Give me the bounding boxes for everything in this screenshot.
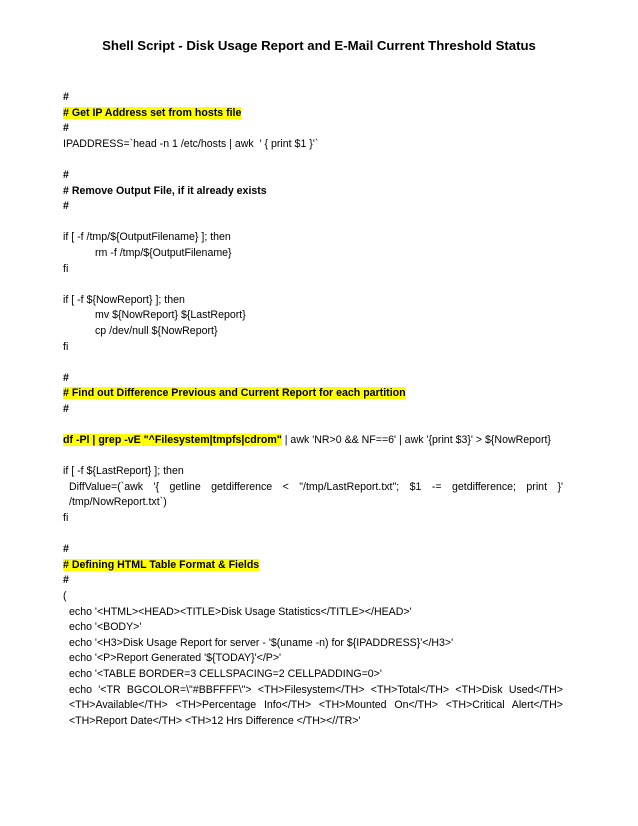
section-remove-output xyxy=(63,168,563,355)
comment-heading xyxy=(63,106,563,122)
code-line: ( xyxy=(63,590,67,602)
comment-heading xyxy=(63,558,563,574)
comment-hash: # xyxy=(63,402,69,415)
document-title: Shell Script - Disk Usage Report and E-Mail Current Threshold Status xyxy=(102,38,536,53)
comment-hash: # xyxy=(63,543,69,556)
highlighted-heading: # Find out Difference Previous and Current Report for each partition xyxy=(63,387,406,400)
section-find-difference xyxy=(63,371,563,527)
highlighted-command: df -Pl | grep -vE "^Filesystem|tmpfs|cdrom" xyxy=(63,434,282,447)
code-line: DiffValue=(`awk '{ getline getdifference < "/tmp/LastReport.txt"; $1 -= getdifference; print }' /tmp/NowReport.txt`) xyxy=(69,480,563,509)
section-html-table xyxy=(63,542,563,729)
comment-hash: # xyxy=(63,91,69,103)
code-line: mv ${NowReport} ${LastReport} xyxy=(95,309,246,322)
command-rest: | awk 'NR>0 && NF==6' | awk '{print $3}' > ${NowReport} xyxy=(281,434,551,447)
code-line: cp /dev/null ${NowReport} xyxy=(95,324,218,337)
code-line: if [ -f ${NowReport} ]; then xyxy=(63,293,185,306)
comment-heading xyxy=(63,386,563,402)
code-line: fi xyxy=(63,512,69,525)
code-line: IPADDRESS=`head -n 1 /etc/hosts | awk ' { print $1 }'` xyxy=(63,137,319,150)
code-line xyxy=(63,433,563,449)
code-line: echo '<HTML><HEAD><TITLE>Disk Usage Statistics</TITLE></HEAD>' xyxy=(69,605,412,618)
code-line: if [ -f ${LastReport} ]; then xyxy=(63,465,184,478)
comment-hash: # xyxy=(63,200,69,213)
code-line: fi xyxy=(63,340,69,353)
highlighted-heading: # Defining HTML Table Format & Fields xyxy=(63,558,260,571)
comment-hash: # xyxy=(63,574,69,587)
code-line: echo '<TABLE BORDER=3 CELLSPACING=2 CELLPADDING=0>' xyxy=(69,667,382,680)
comment-hash: # xyxy=(63,168,69,181)
comment-hash: # xyxy=(63,122,69,135)
code-line: echo '<P>Report Generated '${TODAY}'</P>' xyxy=(69,652,282,665)
section-get-ip xyxy=(63,90,563,152)
code-line: if [ -f /tmp/${OutputFilename} ]; then xyxy=(63,231,231,244)
code-line: rm -f /tmp/${OutputFilename} xyxy=(95,246,232,259)
code-line: echo '<H3>Disk Usage Report for server - '$(uname -n) for ${IPADDRESS}'</H3>' xyxy=(69,636,454,649)
code-line: echo '<TR BGCOLOR=\"#BBFFFF\"> <TH>Filesystem</TH> <TH>Total</TH> <TH>Disk Used</TH> <TH>Available</TH> <TH>Percentage Info</TH> <TH>Mounted On</TH> <TH>Critical Alert</TH> <TH>Report Date</TH> <TH>12 Hrs Difference </TH><//TR>' xyxy=(69,683,563,727)
script-body xyxy=(63,90,563,729)
comment-hash: # xyxy=(63,371,69,384)
highlighted-heading: # Get IP Address set from hosts file xyxy=(63,106,242,119)
code-line: echo '<BODY>' xyxy=(69,621,142,634)
code-line: fi xyxy=(63,262,69,275)
comment-heading: # Remove Output File, if it already exists xyxy=(63,184,267,197)
